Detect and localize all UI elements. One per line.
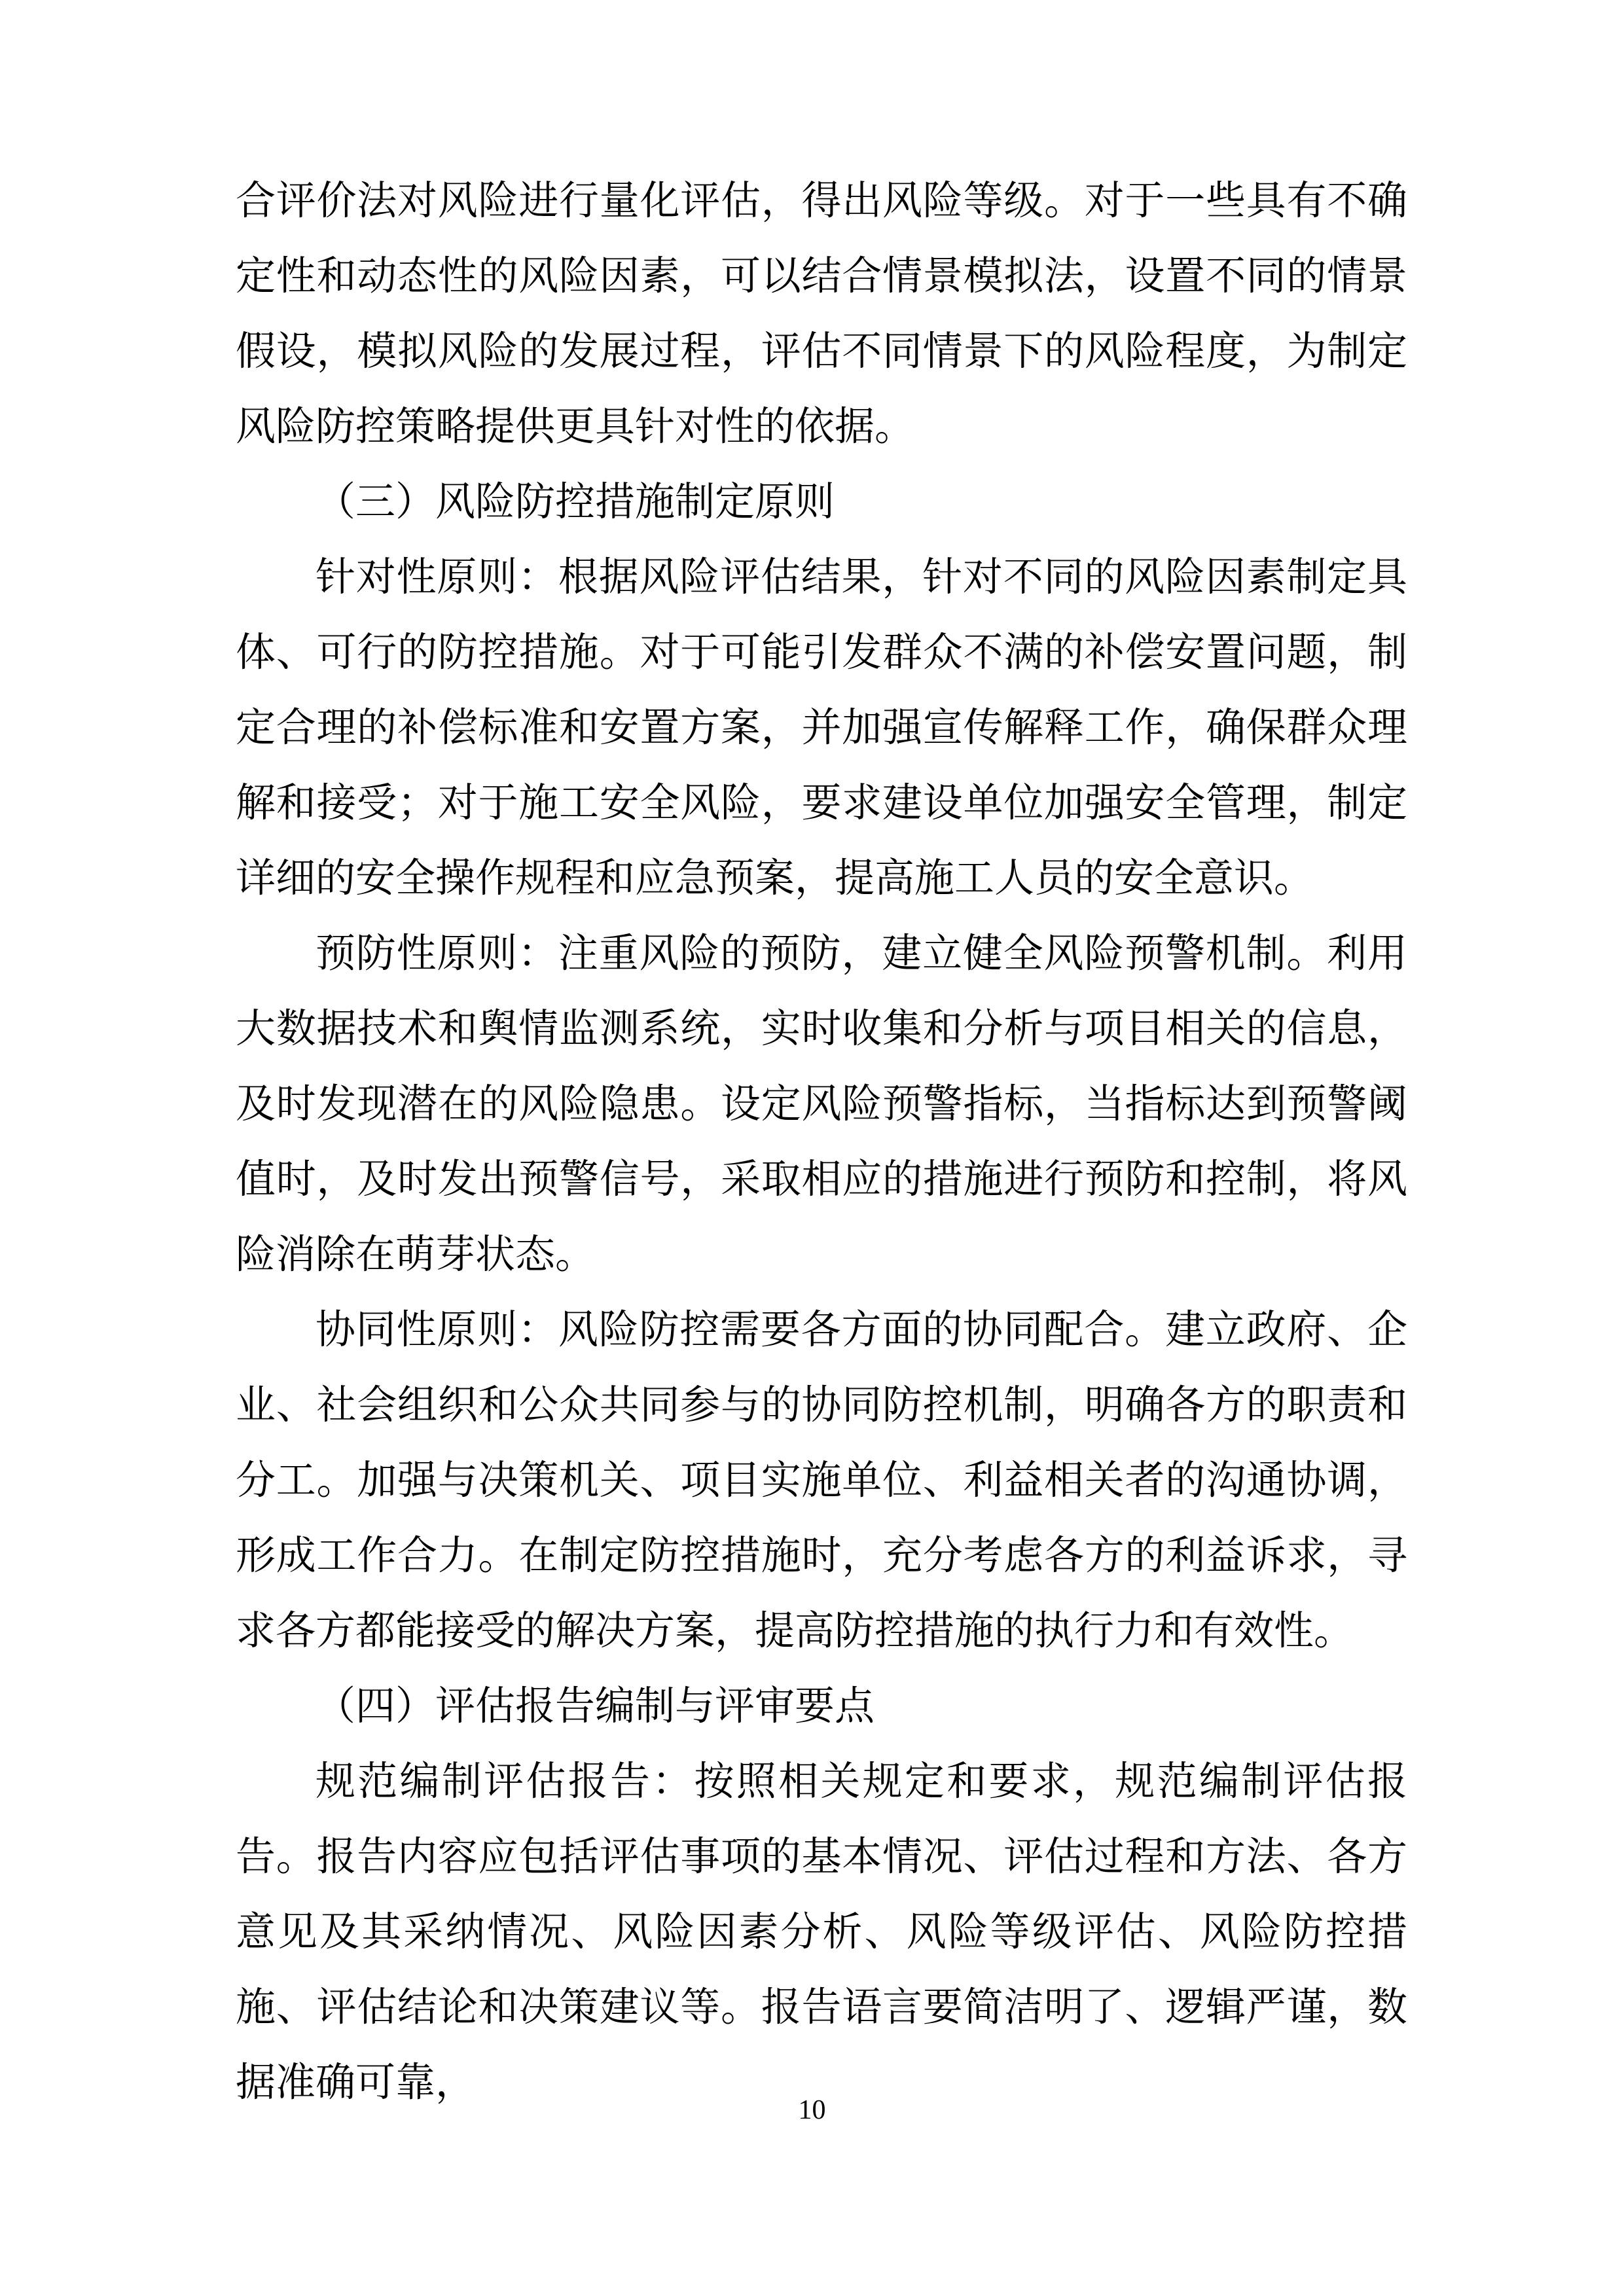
heading-section-three: （三）风险防控措施制定原则 [316, 480, 835, 524]
paragraph-preventive-principle: 预防性原则：注重风险的预防，建立健全风险预警机制。利用大数据技术和舆情监测系统，实时收集和分析与项目相关的信息，及时发现潜在的风险隐患。设定风险预警指标，当指标达到预警阈值时，及时发出预警信号，采取相应的措施进行预防和控制，将风险消除在萌芽状态。 [236, 932, 1407, 1277]
paragraph-report-standard: 规范编制评估报告：按照相关规定和要求，规范编制评估报告。报告内容应包括评估事项的基本情况、评估过程和方法、各方意见及其采纳情况、风险因素分析、风险等级评估、风险防控措施、评估结论和决策建议等。报告语言要简洁明了、逻辑严谨，数据准确可靠， [236, 1760, 1407, 2105]
paragraph-collaborative-principle: 协同性原则：风险防控需要各方面的协同配合。建立政府、企业、社会组织和公众共同参与的协同防控机制，明确各方的职责和分工。加强与决策机关、项目实施单位、利益相关者的沟通协调，形成工作合力。在制定防控措施时，充分考虑各方的利益诉求，寻求各方都能接受的解决方案，提高防控措施的执行力和有效性。 [236, 1308, 1407, 1653]
heading-section-four: （四）评估报告编制与评审要点 [316, 1685, 875, 1729]
page-number: 10 [798, 2095, 826, 2125]
paragraph-continuation: 合评价法对风险进行量化评估，得出风险等级。对于一些具有不确定性和动态性的风险因素，可以结合情景模拟法，设置不同的情景假设，模拟风险的发展过程，评估不同情景下的风险程度，为制定风险防控策略提供更具针对性的依据。 [236, 179, 1407, 449]
page-body [236, 164, 1407, 2121]
paragraph-targeted-principle: 针对性原则：根据风险评估结果，针对不同的风险因素制定具体、可行的防控措施。对于可能引发群众不满的补偿安置问题，制定合理的补偿标准和安置方案，并加强宣传解释工作，确保群众理解和接受；对于施工安全风险，要求建设单位加强安全管理，制定详细的安全操作规程和应急预案，提高施工人员的安全意识。 [236, 556, 1407, 901]
